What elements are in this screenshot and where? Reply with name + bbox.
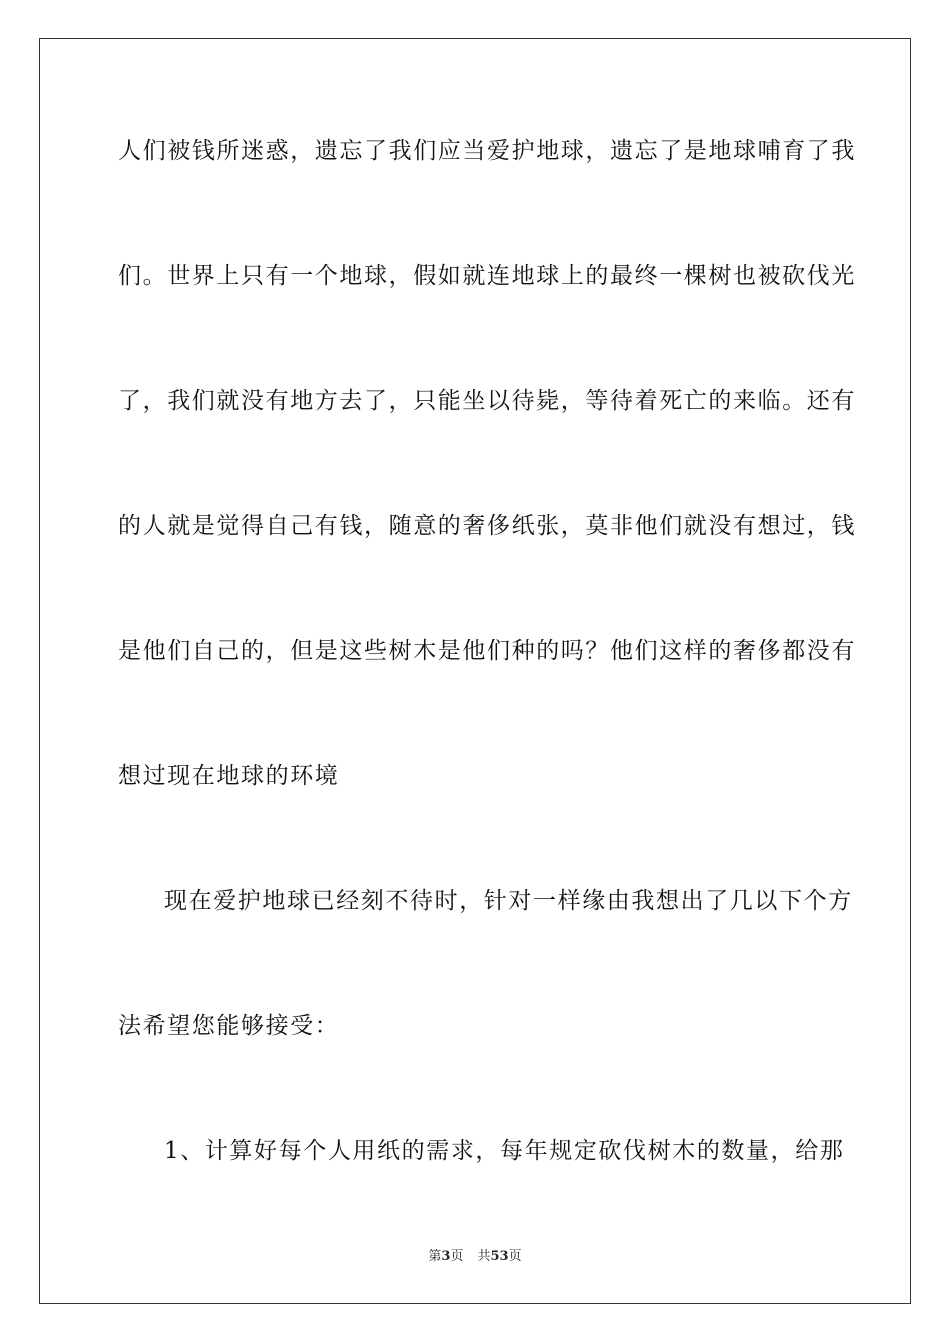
page-suffix: 页 <box>450 1249 464 1264</box>
total-pages: 53 <box>490 1249 509 1264</box>
body-text-line: 法希望您能够接受： <box>118 1013 340 1039</box>
total-suffix: 页 <box>508 1249 522 1264</box>
page-prefix: 第 <box>428 1249 442 1264</box>
body-text-line: 们。世界上只有一个地球，假如就连地球上的最终一棵树也被砍伐光 <box>118 263 856 289</box>
body-text-line: 想过现在地球的环境 <box>118 763 340 789</box>
paragraph-first-line: 1、计算好每个人用纸的需求，每年规定砍伐树木的数量，给那 <box>164 1138 845 1164</box>
body-text-line: 了，我们就没有地方去了，只能坐以待毙，等待着死亡的来临。还有 <box>118 388 856 414</box>
page-number: 3 <box>441 1249 451 1264</box>
body-text-line: 人们被钱所迷惑，遗忘了我们应当爱护地球，遗忘了是地球哺育了我 <box>118 138 856 164</box>
page-border <box>39 38 911 1304</box>
body-text-line: 的人就是觉得自己有钱，随意的奢侈纸张，莫非他们就没有想过，钱 <box>118 513 856 539</box>
paragraph-first-line: 现在爱护地球已经刻不待时，针对一样缘由我想出了几以下个方 <box>164 888 853 914</box>
page-footer <box>0 1248 950 1266</box>
body-text-line: 是他们自己的，但是这些树木是他们种的吗？他们这样的奢侈都没有 <box>118 638 856 664</box>
total-prefix: 共 <box>477 1249 491 1264</box>
